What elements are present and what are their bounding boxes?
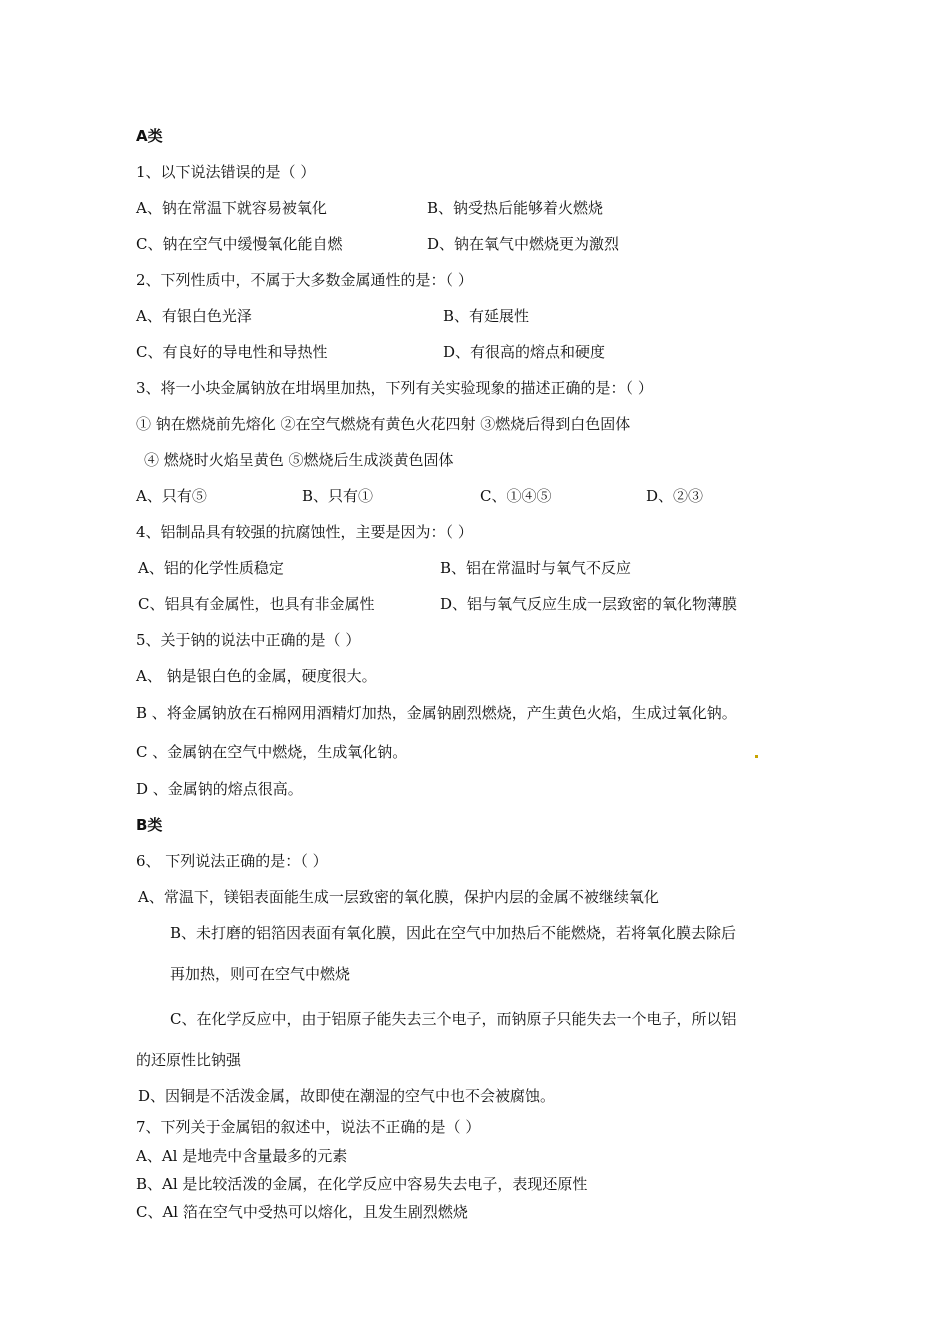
question-7-stem: 7、下列关于金属铝的叙述中，说法不正确的是（ ） [136,1118,481,1136]
question-7-option-b: B、Al 是比较活泼的金属，在化学反应中容易失去电子，表现还原性 [136,1175,588,1193]
question-3-option-d: D、②③ [646,487,704,505]
question-1-option-b: B、钠受热后能够着火燃烧 [427,199,604,217]
question-3-stem: 3、将一小块金属钠放在坩埚里加热，下列有关实验现象的描述正确的是：（ ） [136,379,653,397]
question-5-option-b: B 、将金属钠放在石棉网用酒精灯加热，金属钠剧烈燃烧，产生黄色火焰，生成过氧化钠。 [136,704,737,722]
question-6-option-c-line-2: 的还原性比钠强 [136,1051,242,1069]
question-4-stem: 4、铝制品具有较强的抗腐蚀性，主要是因为：（ ） [136,523,473,541]
question-3-statements-2: ④ 燃烧时火焰呈黄色 ⑤燃烧后生成淡黄色固体 [144,451,454,469]
question-3-statements-1: ① 钠在燃烧前先熔化 ②在空气燃烧有黄色火花四射 ③燃烧后得到白色固体 [136,415,631,433]
question-5-option-d: D 、金属钠的熔点很高。 [136,780,303,798]
question-1-option-d: D、钠在氧气中燃烧更为激烈 [427,235,620,253]
question-6-option-d: D、因铜是不活泼金属，故即使在潮湿的空气中也不会被腐蚀。 [138,1087,556,1105]
section-b-title: B类 [136,816,163,834]
question-2-option-d: D、有很高的熔点和硬度 [443,343,606,361]
question-6-option-b-line-1: B、未打磨的铝箔因表面有氧化膜，因此在空气中加热后不能燃烧，若将氧化膜去除后 [170,924,737,942]
question-4-option-a: A、铝的化学性质稳定 [138,559,284,577]
question-3-option-a: A、只有⑤ [136,487,207,505]
question-7-option-a: A、Al 是地壳中含量最多的元素 [136,1147,348,1165]
question-5-stem: 5、关于钠的说法中正确的是（ ） [136,631,361,649]
question-1-option-a: A、钠在常温下就容易被氧化 [136,199,327,217]
stray-mark [755,755,758,758]
question-3-option-b: B、只有① [302,487,374,505]
section-a-title: A类 [136,127,163,145]
question-2-option-b: B、有延展性 [443,307,530,325]
question-7-option-c: C、Al 箔在空气中受热可以熔化，且发生剧烈燃烧 [136,1203,468,1221]
question-5-option-c: C 、金属钠在空气中燃烧，生成氧化钠。 [136,743,408,761]
question-4-option-d: D、铝与氧气反应生成一层致密的氧化物薄膜 [440,595,738,613]
question-4-option-c: C、铝具有金属性，也具有非金属性 [138,595,375,613]
question-5-option-a: A、 钠是银白色的金属，硬度很大。 [136,667,377,685]
question-6-option-c-line-1: C、在化学反应中，由于铝原子能失去三个电子，而钠原子只能失去一个电子，所以铝 [170,1010,737,1028]
question-6-option-a: A、常温下，镁铝表面能生成一层致密的氧化膜，保护内层的金属不被继续氧化 [138,888,659,906]
question-6-stem: 6、 下列说法正确的是：（ ） [136,852,328,870]
question-2-option-c: C、有良好的导电性和导热性 [136,343,328,361]
question-2-stem: 2、下列性质中，不属于大多数金属通性的是：（ ） [136,271,473,289]
question-2-option-a: A、有银白色光泽 [136,307,252,325]
question-1-option-c: C、钠在空气中缓慢氧化能自燃 [136,235,343,253]
question-6-option-b-line-2: 再加热，则可在空气中燃烧 [170,965,351,983]
question-4-option-b: B、铝在常温时与氧气不反应 [440,559,632,577]
question-3-option-c: C、①④⑤ [480,487,552,505]
question-1-stem: 1、以下说法错误的是（ ） [136,163,316,181]
